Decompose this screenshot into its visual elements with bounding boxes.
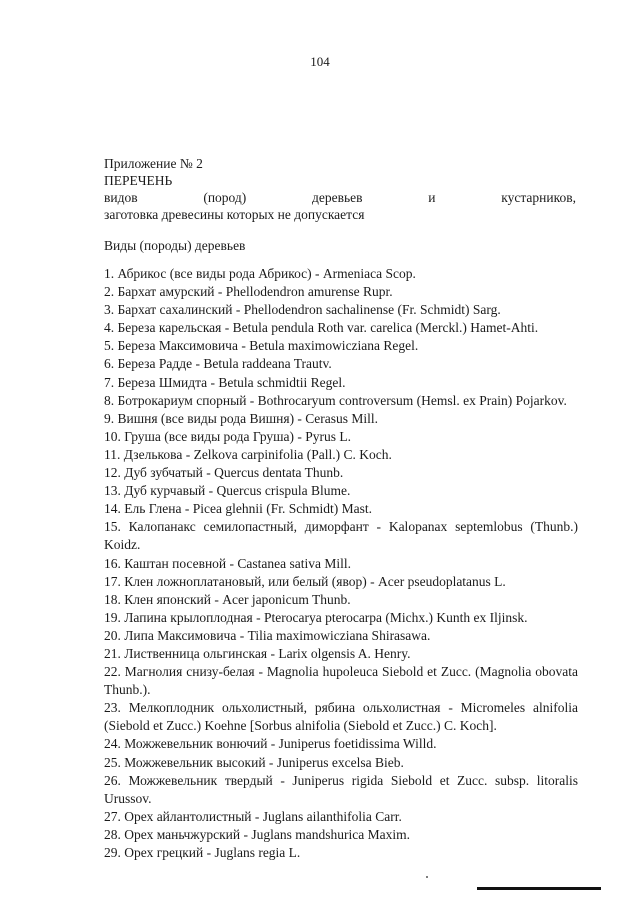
scan-speck [426, 876, 428, 878]
list-item: 29. Орех грецкий - Juglans regia L. [104, 845, 301, 860]
list-item: 1. Абрикос (все виды рода Абрикос) - Armeniaca Scop. [104, 266, 416, 281]
list-item: 18. Клен японский - Acer japonicum Thunb. [104, 591, 351, 607]
appendix-label: Приложение № 2 [104, 156, 203, 171]
page-number: 104 [310, 54, 330, 69]
list-item: 3. Бархат сахалинский - Phellodendron sachalinense (Fr. Schmidt) Sarg. [104, 302, 501, 318]
list-item: 4. Береза карельская - Betula pendula Roth var. carelica (Merckl.) Hamet-Ahti. [104, 320, 539, 336]
list-item: 8. Ботрокариум спорный - Bothrocaryum controversum (Hemsl. ex Prain) Pojarkov. [104, 392, 567, 408]
document-subtitle-continued: заготовка древесины которых не допускается [104, 207, 365, 222]
list-item: 5. Береза Максимовича - Betula maximowicziana Regel. [104, 338, 419, 354]
list-item: 10. Груша (все виды рода Груша) - Pyrus L. [104, 428, 352, 444]
list-item: 22. Магнолия снизу-белая - Magnolia hupoleuca Siebold et Zucc. (Magnolia obovata Thunb.). [104, 664, 578, 698]
footer-rule [477, 887, 601, 890]
section-title: Виды (породы) деревьев [104, 238, 246, 253]
list-item: 9. Вишня (все виды рода Вишня) - Cerasus Mill. [104, 410, 379, 426]
list-item: 28. Орех маньчжурский - Juglans mandshurica Maxim. [104, 826, 410, 842]
tree-species-list [104, 265, 578, 862]
list-item: 23. Мелкоплодник ольхолистный, рябина ольхолистная - Micromeles alnifolia (Siebold et Zucc.) Koehne [Sorbus alnifolia (Siebold et Zucc.) C. Koch]. [104, 700, 578, 734]
list-item: 17. Клен ложноплатановый, или белый (явор) - Acer pseudoplatanus L. [104, 573, 506, 589]
list-item: 6. Береза Радде - Betula raddeana Trautv. [104, 356, 332, 372]
list-item: 16. Каштан посевной - Castanea sativa Mill. [104, 555, 351, 571]
document-title: ПЕРЕЧЕНЬ [104, 173, 173, 188]
list-item: 26. Можжевельник твердый - Juniperus rigida Siebold et Zucc. subsp. litoralis Urussov. [104, 772, 578, 806]
list-item: 13. Дуб курчавый - Quercus crispula Blume. [104, 483, 351, 499]
list-item: 7. Береза Шмидта - Betula schmidtii Regel. [104, 374, 346, 390]
list-item: 12. Дуб зубчатый - Quercus dentata Thunb. [104, 465, 344, 481]
list-item: 27. Орех айлантолистный - Juglans ailanthifolia Carr. [104, 808, 402, 824]
list-item: 14. Ель Глена - Picea glehnii (Fr. Schmidt) Mast. [104, 501, 372, 517]
list-item: 2. Бархат амурский - Phellodendron amurense Rupr. [104, 284, 393, 300]
list-item: 21. Лиственница ольгинская - Larix olgensis A. Henry. [104, 645, 411, 661]
list-item: 20. Липа Максимовича - Tilia maximowicziana Shirasawa. [104, 627, 431, 643]
list-item: 24. Можжевельник вонючий - Juniperus foetidissima Willd. [104, 736, 437, 752]
list-item: 25. Можжевельник высокий - Juniperus excelsa Bieb. [104, 754, 404, 770]
document-subtitle: видов (пород) деревьев и кустарников, [104, 190, 576, 205]
list-item: 15. Калопанакс семилопастный, диморфант - Kalopanax septemlobus (Thunb.) Koidz. [104, 519, 578, 553]
list-item: 11. Дзелькова - Zelkova carpinifolia (Pall.) C. Koch. [104, 446, 392, 462]
list-item: 19. Лапина крылоплодная - Pterocarya pterocarpa (Michx.) Kunth ex Iljinsk. [104, 609, 528, 625]
